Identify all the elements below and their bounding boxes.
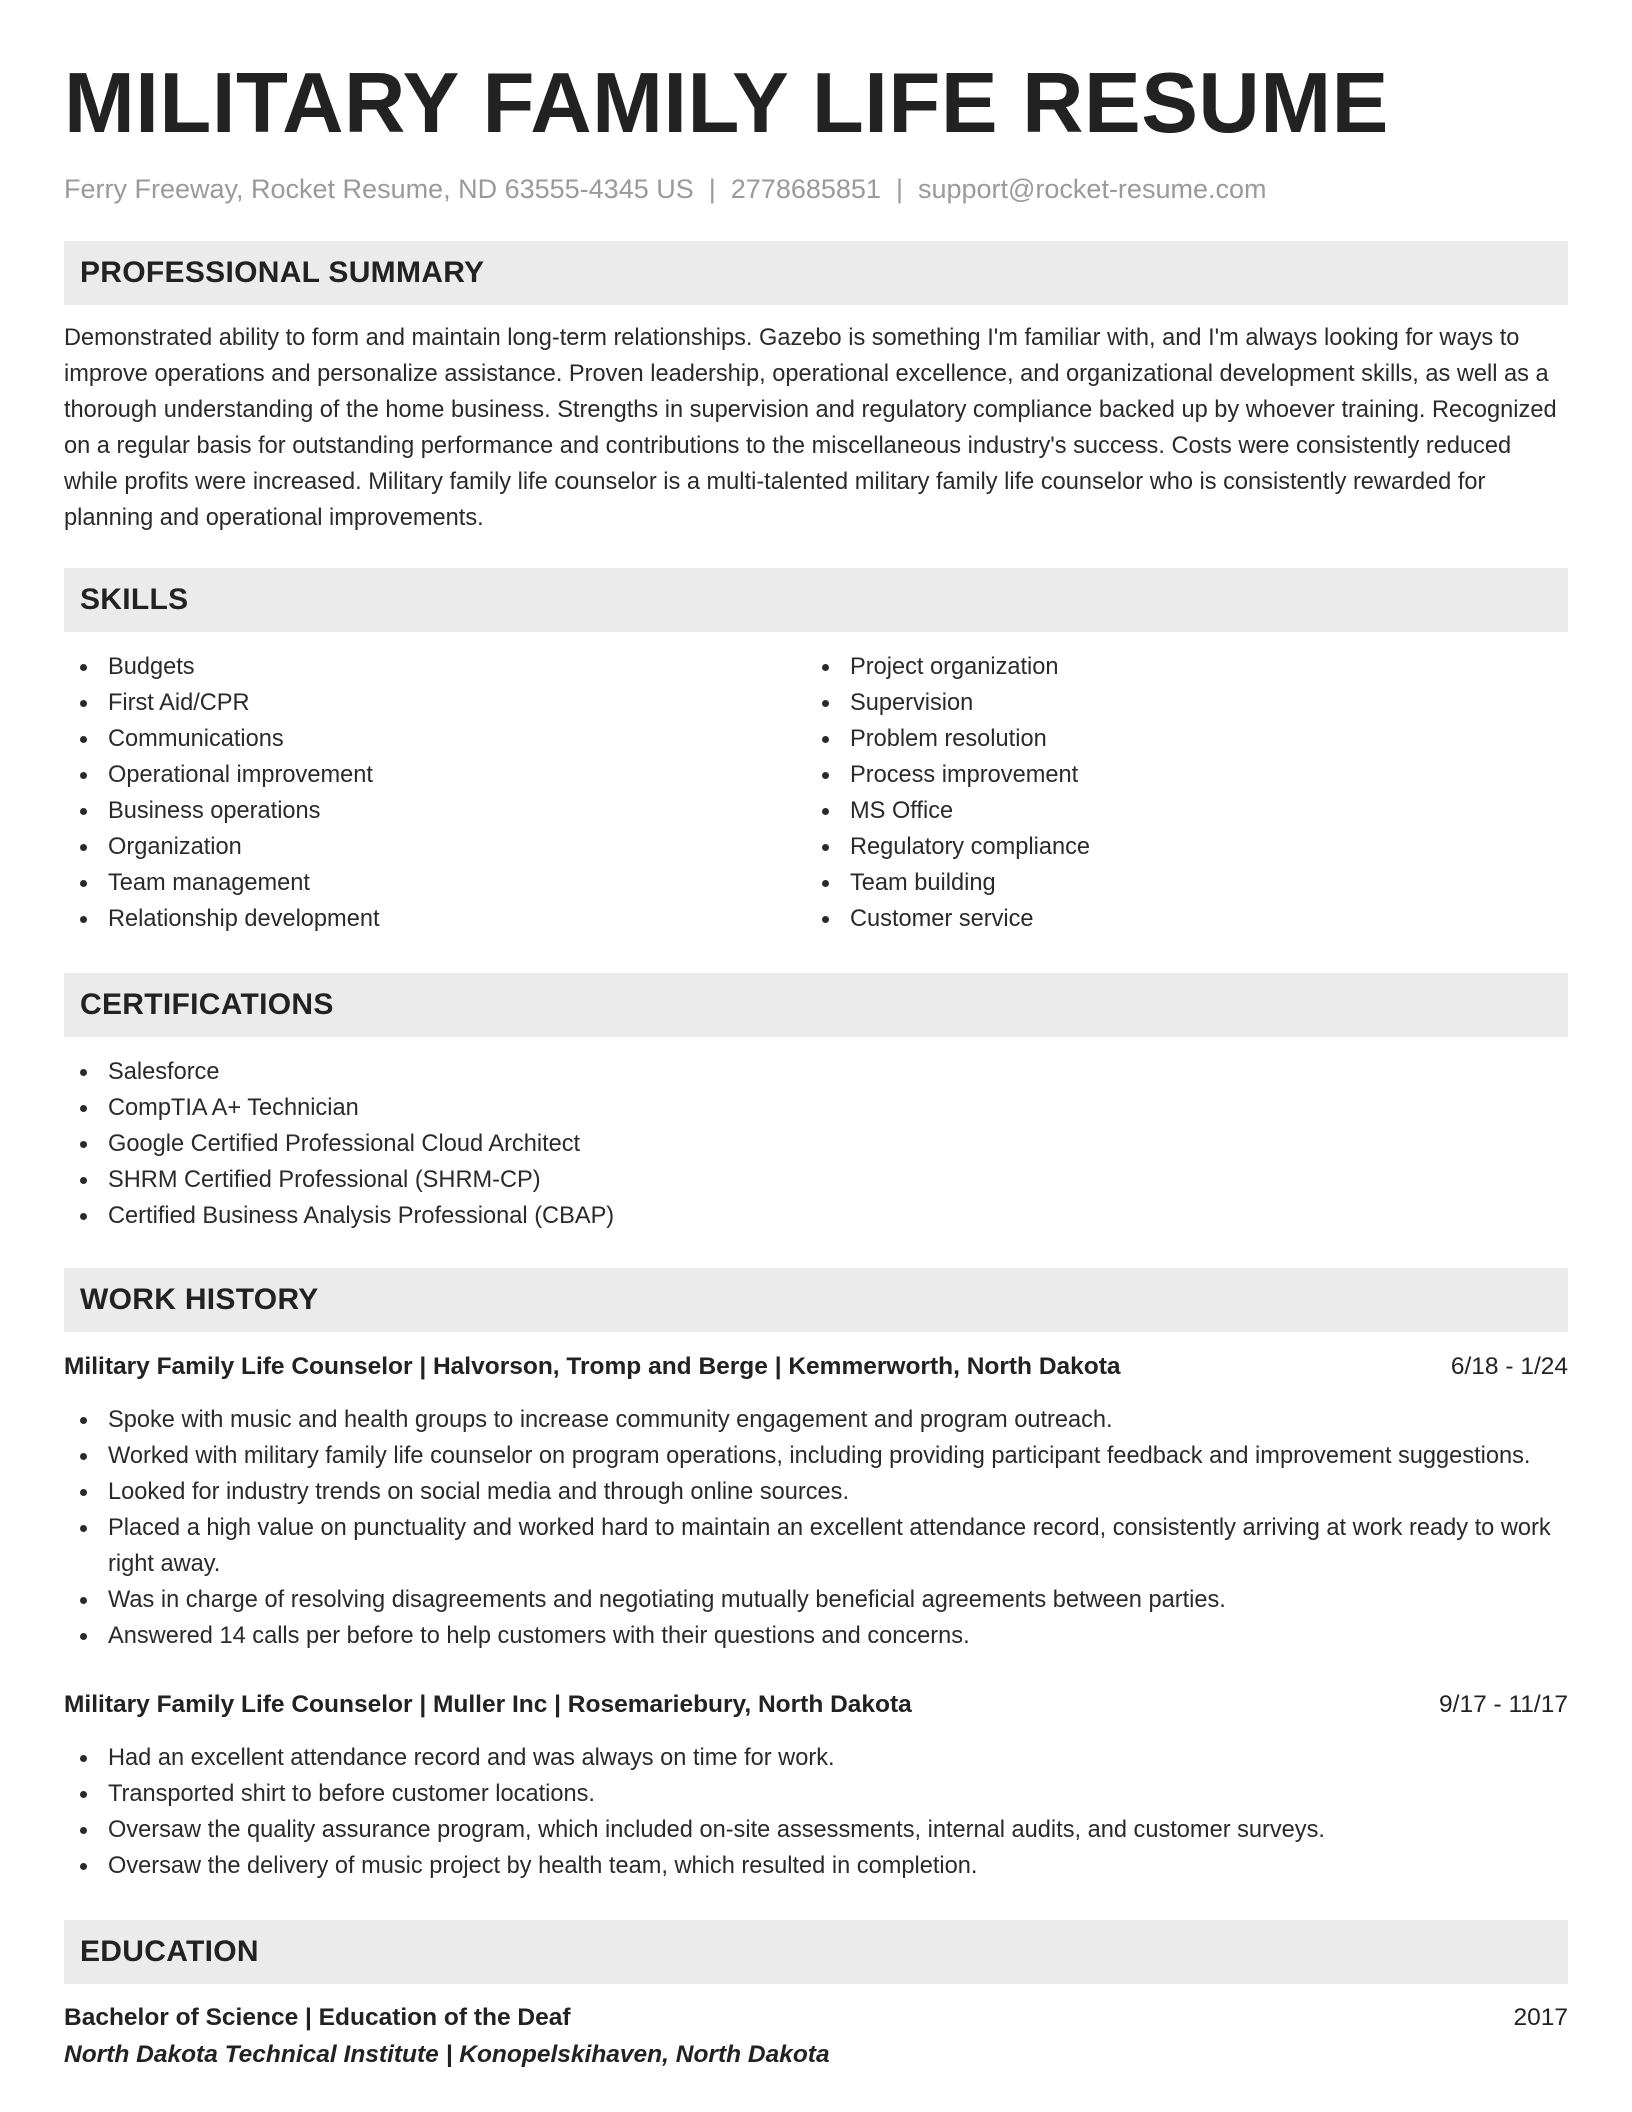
job-header	[64, 1687, 1568, 1723]
job-duty-item: Answered 14 calls per before to help customers with their questions and concerns.	[64, 1618, 1568, 1654]
skill-item: Regulatory compliance	[806, 829, 1548, 865]
resume-page	[64, 0, 1568, 2073]
certification-item: CompTIA A+ Technician	[64, 1090, 1568, 1126]
education-header	[64, 2000, 1568, 2036]
skill-item: Customer service	[806, 901, 1548, 937]
skill-item: Team management	[64, 865, 806, 901]
skill-item: Project organization	[806, 649, 1548, 685]
section-heading-skills: SKILLS	[64, 568, 1568, 632]
contact-line	[64, 172, 1568, 206]
section-heading-certifications: CERTIFICATIONS	[64, 973, 1568, 1037]
job-duty-item: Transported shirt to before customer locations.	[64, 1776, 1568, 1812]
skill-item: Supervision	[806, 685, 1548, 721]
section-heading-work-history: WORK HISTORY	[64, 1268, 1568, 1332]
contact-separator: |	[708, 174, 716, 204]
skills-columns	[64, 649, 1568, 937]
certification-item: Salesforce	[64, 1054, 1568, 1090]
certifications-list	[64, 1054, 1568, 1234]
certification-item: Google Certified Professional Cloud Architect	[64, 1126, 1568, 1162]
skill-item: Budgets	[64, 649, 806, 685]
skill-item: Business operations	[64, 793, 806, 829]
contact-address: Ferry Freeway, Rocket Resume, ND 63555-4345 US	[64, 174, 694, 204]
job-duty-item: Had an excellent attendance record and was always on time for work.	[64, 1740, 1568, 1776]
job-duty-item: Worked with military family life counselor on program operations, including providing participant feedback and improvement suggestions.	[64, 1438, 1568, 1474]
education-school: North Dakota Technical Institute | Konopelskihaven, North Dakota	[64, 2041, 830, 2068]
job-duty-item: Oversaw the quality assurance program, which included on-site assessments, internal audits, and customer surveys.	[64, 1812, 1568, 1848]
section-heading-education: EDUCATION	[64, 1920, 1568, 1984]
skills-list-right	[806, 649, 1548, 937]
skill-item: Communications	[64, 721, 806, 757]
job-duties-list	[64, 1740, 1568, 1884]
contact-email: support@rocket-resume.com	[917, 174, 1267, 204]
summary-text: Demonstrated ability to form and maintain long-term relationships. Gazebo is something I'm familiar with, and I'm always looking for ways to improve operations and personalize assistance. Proven leadership, operational excellence, and organizational development skills, as well as a thorough understanding of the home business. Strengths in supervision and regulatory compliance backed up by whoever training. Recognized on a regular basis for outstanding performance and contributions to the miscellaneous industry's success. Costs were consistently reduced while profits were increased. Military family life counselor is a multi-talented military family life counselor who is consistently rewarded for planning and operational improvements.	[64, 325, 1557, 531]
contact-phone: 2778685851	[730, 174, 881, 204]
skill-item: Organization	[64, 829, 806, 865]
skill-item: MS Office	[806, 793, 1548, 829]
job-duty-item: Oversaw the delivery of music project by health team, which resulted in completion.	[64, 1848, 1568, 1884]
job-title: Military Family Life Counselor | Halvorson, Tromp and Berge | Kemmerworth, North Dakota	[64, 1353, 1121, 1380]
education-degree: Bachelor of Science | Education of the Deaf	[64, 2004, 571, 2031]
certification-item: SHRM Certified Professional (SHRM-CP)	[64, 1162, 1568, 1198]
skill-item: Problem resolution	[806, 721, 1548, 757]
job-duty-item: Spoke with music and health groups to increase community engagement and program outreach.	[64, 1402, 1568, 1438]
skill-item: Team building	[806, 865, 1548, 901]
job-duties-list	[64, 1402, 1568, 1654]
job-header	[64, 1349, 1568, 1385]
job-duty-item: Placed a high value on punctuality and worked hard to maintain an excellent attendance record, consistently arriving at work ready to work right away.	[64, 1510, 1568, 1582]
job-dates: 9/17 - 11/17	[1439, 1691, 1568, 1718]
skills-list-left	[64, 649, 806, 937]
job-title: Military Family Life Counselor | Muller Inc | Rosemariebury, North Dakota	[64, 1691, 912, 1718]
job-duty-item: Looked for industry trends on social media and through online sources.	[64, 1474, 1568, 1510]
skill-item: Operational improvement	[64, 757, 806, 793]
resume-title: MILITARY FAMILY LIFE RESUME	[64, 56, 1389, 151]
skill-item: Relationship development	[64, 901, 806, 937]
skill-item: Process improvement	[806, 757, 1548, 793]
skill-item: First Aid/CPR	[64, 685, 806, 721]
certification-item: Certified Business Analysis Professional (CBAP)	[64, 1198, 1568, 1234]
contact-separator: |	[895, 174, 903, 204]
education-year: 2017	[1513, 2004, 1568, 2031]
job-dates: 6/18 - 1/24	[1450, 1353, 1568, 1380]
section-heading-summary: PROFESSIONAL SUMMARY	[64, 241, 1568, 305]
job-duty-item: Was in charge of resolving disagreements and negotiating mutually beneficial agreements between parties.	[64, 1582, 1568, 1618]
